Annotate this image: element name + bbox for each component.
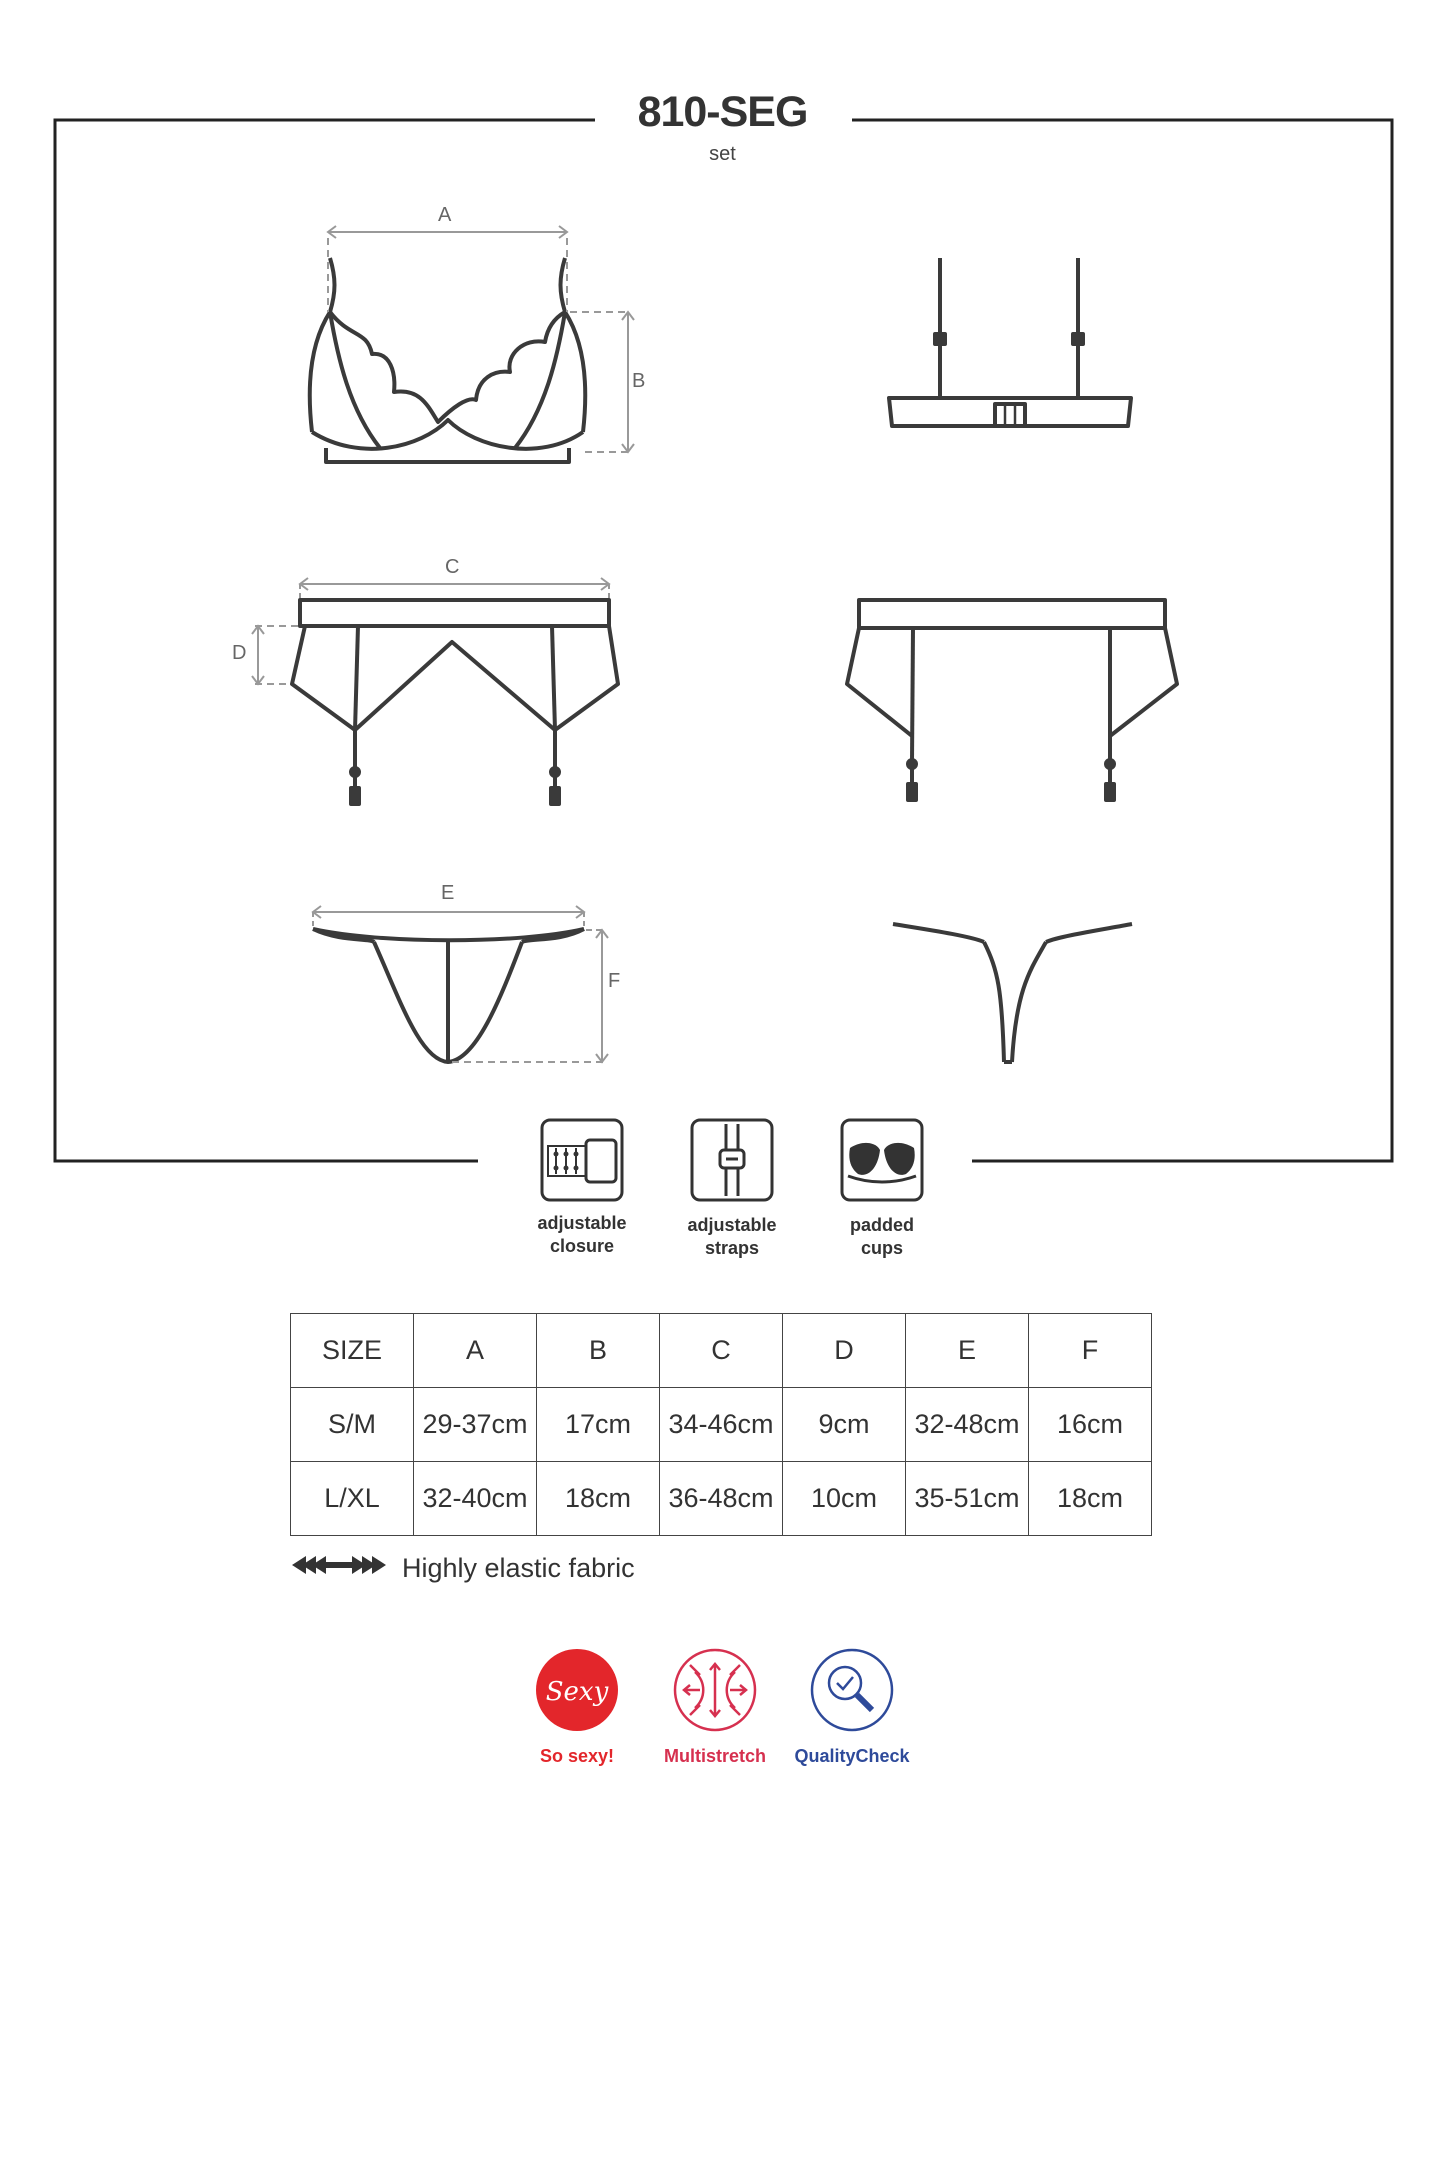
elastic-note: Highly elastic fabric [402,1553,635,1583]
table-row [291,1388,1152,1462]
table-header-row [291,1314,1152,1388]
sexy-badge-icon [536,1649,618,1731]
table-header-cell: B [537,1314,660,1388]
table-header-cell: C [660,1314,783,1388]
adjustable-straps-icon [692,1120,772,1200]
table-cell: 18cm [537,1462,660,1536]
padded-cups-icon [842,1120,922,1200]
feature-label-straps: adjustable straps [687,1215,777,1258]
table-cell: 32-48cm [906,1388,1029,1462]
product-type: set [709,143,736,165]
product-code: 810-SEG [637,88,808,136]
garter-belt-front-drawing [292,600,618,804]
table-cell: S/M [291,1388,414,1462]
thong-back-drawing [893,924,1132,1062]
table-header-cell: E [906,1314,1029,1388]
elastic-arrows-icon [292,1556,386,1574]
feature-label-cups: padded cups [849,1215,914,1258]
table-cell: 36-48cm [660,1462,783,1536]
table-cell: 35-51cm [906,1462,1029,1536]
table-cell: 29-37cm [414,1388,537,1462]
table-cell: 18cm [1029,1462,1152,1536]
table-header-cell: F [1029,1314,1152,1388]
thong-front-drawing [313,929,584,1062]
dimension-label-e: E [441,882,455,904]
dimension-label-d: D [232,642,247,664]
table-cell: 34-46cm [660,1388,783,1462]
table-header-cell: A [414,1314,537,1388]
feature-label-closure: adjustable closure [537,1213,627,1256]
table-cell: 16cm [1029,1388,1152,1462]
dimension-label-a: A [438,204,452,226]
thong-front-dimension-lines [313,906,608,1062]
badge-label-quality: QualityCheck [794,1746,910,1766]
multistretch-icon [675,1650,755,1730]
bra-front-dimension-lines [328,226,634,452]
table-cell: 10cm [783,1462,906,1536]
bra-front-drawing [310,258,586,462]
adjustable-closure-icon [542,1120,622,1200]
garter-belt-back-drawing [847,600,1177,800]
size-table [290,1313,1152,1536]
badge-label-multistretch: Multistretch [663,1746,766,1766]
table-row [291,1462,1152,1536]
table-header-cell: D [783,1314,906,1388]
bra-back-drawing [889,258,1131,426]
table-cell: 17cm [537,1388,660,1462]
table-cell: L/XL [291,1462,414,1536]
table-header-cell: SIZE [291,1314,414,1388]
badge-label-sexy: So sexy! [539,1746,615,1766]
table-cell: 9cm [783,1388,906,1462]
frame [55,120,1392,1161]
sexy-badge-text: Sexy [545,1677,609,1707]
table-cell: 32-40cm [414,1462,537,1536]
dimension-label-f: F [608,970,621,992]
dimension-label-c: C [445,556,460,578]
dimension-label-b: B [632,370,646,392]
quality-check-icon [812,1650,892,1730]
